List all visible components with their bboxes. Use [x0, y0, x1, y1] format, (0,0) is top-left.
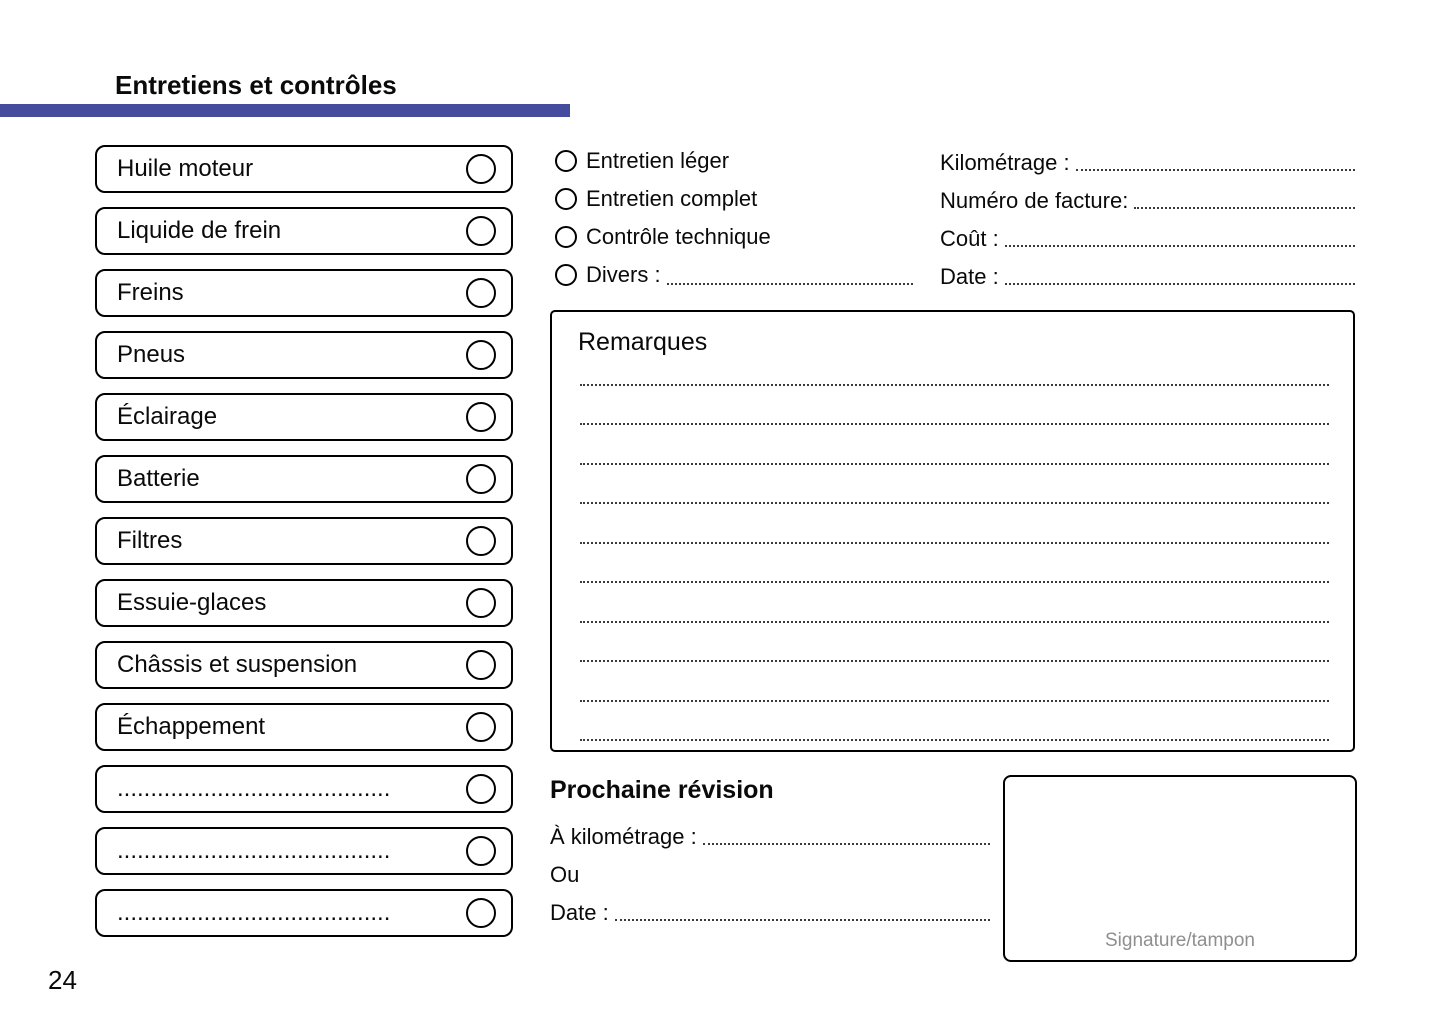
radio-circle[interactable] — [555, 226, 577, 248]
fill-in-line — [667, 283, 913, 285]
service-type-option — [555, 146, 913, 176]
checklist-item-label: Huile moteur — [117, 155, 254, 182]
check-circle[interactable] — [466, 774, 496, 804]
checklist-item — [95, 579, 513, 627]
page-title: Entretiens et contrôles — [115, 70, 397, 100]
check-circle[interactable] — [466, 588, 496, 618]
checklist-item-label: Châssis et suspension — [117, 651, 358, 678]
check-circle[interactable] — [466, 402, 496, 432]
signature-box — [1003, 775, 1357, 962]
page-number: 24 — [48, 965, 77, 995]
info-field — [940, 222, 1355, 252]
info-field-label: Coût : — [940, 226, 999, 251]
checklist-item-blank — [95, 889, 513, 937]
checklist-item-label: Échappement — [117, 713, 266, 740]
checklist-item-label: ......................................... — [117, 775, 391, 802]
fill-in-line — [580, 504, 1329, 544]
check-circle[interactable] — [466, 898, 496, 928]
service-type-option — [555, 184, 913, 214]
checklist-item — [95, 703, 513, 751]
checklist-item-label: Liquide de frein — [117, 217, 282, 244]
checklist-item-label: Filtres — [117, 527, 183, 554]
title-underline-bar — [0, 104, 570, 117]
next-service-km-label: À kilométrage : — [550, 824, 697, 849]
fill-in-line — [615, 919, 990, 921]
checklist-item — [95, 455, 513, 503]
next-service-section — [550, 776, 990, 934]
checklist-item-blank — [95, 827, 513, 875]
service-type-label: Entretien léger — [586, 148, 730, 173]
fill-in-line — [703, 843, 990, 845]
fill-in-line — [580, 465, 1329, 505]
next-service-date-field — [550, 896, 990, 926]
next-service-km-field — [550, 820, 990, 850]
check-circle[interactable] — [466, 650, 496, 680]
check-circle[interactable] — [466, 526, 496, 556]
next-service-or — [550, 858, 990, 888]
checklist-item-label: Batterie — [117, 465, 200, 492]
checklist-item — [95, 393, 513, 441]
checklist-item — [95, 641, 513, 689]
fill-in-line — [580, 425, 1329, 465]
info-field — [940, 260, 1355, 290]
service-type-option — [555, 260, 913, 290]
check-circle[interactable] — [466, 836, 496, 866]
info-field — [940, 184, 1355, 214]
invoice-info-fields — [940, 146, 1355, 298]
service-type-option — [555, 222, 913, 252]
checklist-item — [95, 207, 513, 255]
fill-in-line — [1076, 169, 1355, 171]
service-type-label: Divers : — [586, 262, 661, 287]
checklist-item — [95, 517, 513, 565]
checklist-item-label: Pneus — [117, 341, 186, 368]
checklist-item-label: ......................................... — [117, 899, 391, 926]
check-circle[interactable] — [466, 464, 496, 494]
fill-in-line — [580, 623, 1329, 663]
fill-in-line — [1005, 283, 1355, 285]
fill-in-line — [580, 662, 1329, 702]
checklist-item-label: Éclairage — [117, 403, 218, 430]
check-circle[interactable] — [466, 340, 496, 370]
checklist — [95, 145, 513, 951]
radio-circle[interactable] — [555, 150, 577, 172]
radio-circle[interactable] — [555, 264, 577, 286]
check-circle[interactable] — [466, 154, 496, 184]
info-field-label: Kilométrage : — [940, 150, 1070, 175]
fill-in-line — [1134, 207, 1355, 209]
next-service-date-label: Date : — [550, 900, 609, 925]
service-type-label: Entretien complet — [586, 186, 758, 211]
fill-in-line — [580, 583, 1329, 623]
info-field-label: Date : — [940, 264, 999, 289]
remarks-title: Remarques — [578, 328, 708, 356]
service-type-label: Contrôle technique — [586, 224, 771, 249]
next-service-or-label: Ou — [550, 862, 580, 887]
next-service-title: Prochaine révision — [550, 776, 774, 804]
remarks-lines — [580, 346, 1329, 741]
check-circle[interactable] — [466, 712, 496, 742]
checklist-item — [95, 145, 513, 193]
service-type-options — [555, 146, 913, 298]
fill-in-line — [580, 346, 1329, 386]
fill-in-line — [1005, 245, 1355, 247]
fill-in-line — [580, 544, 1329, 584]
remarks-box — [550, 310, 1355, 752]
info-field-label: Numéro de facture: — [940, 188, 1129, 213]
checklist-item — [95, 269, 513, 317]
checklist-item-label: Essuie-glaces — [117, 589, 267, 616]
checklist-item-label: ......................................... — [117, 837, 391, 864]
signature-label: Signature/tampon — [1105, 930, 1255, 951]
checklist-item-label: Freins — [117, 279, 184, 306]
check-circle[interactable] — [466, 278, 496, 308]
info-field — [940, 146, 1355, 176]
check-circle[interactable] — [466, 216, 496, 246]
fill-in-line — [580, 702, 1329, 742]
checklist-item-blank — [95, 765, 513, 813]
checklist-item — [95, 331, 513, 379]
fill-in-line — [580, 386, 1329, 426]
radio-circle[interactable] — [555, 188, 577, 210]
